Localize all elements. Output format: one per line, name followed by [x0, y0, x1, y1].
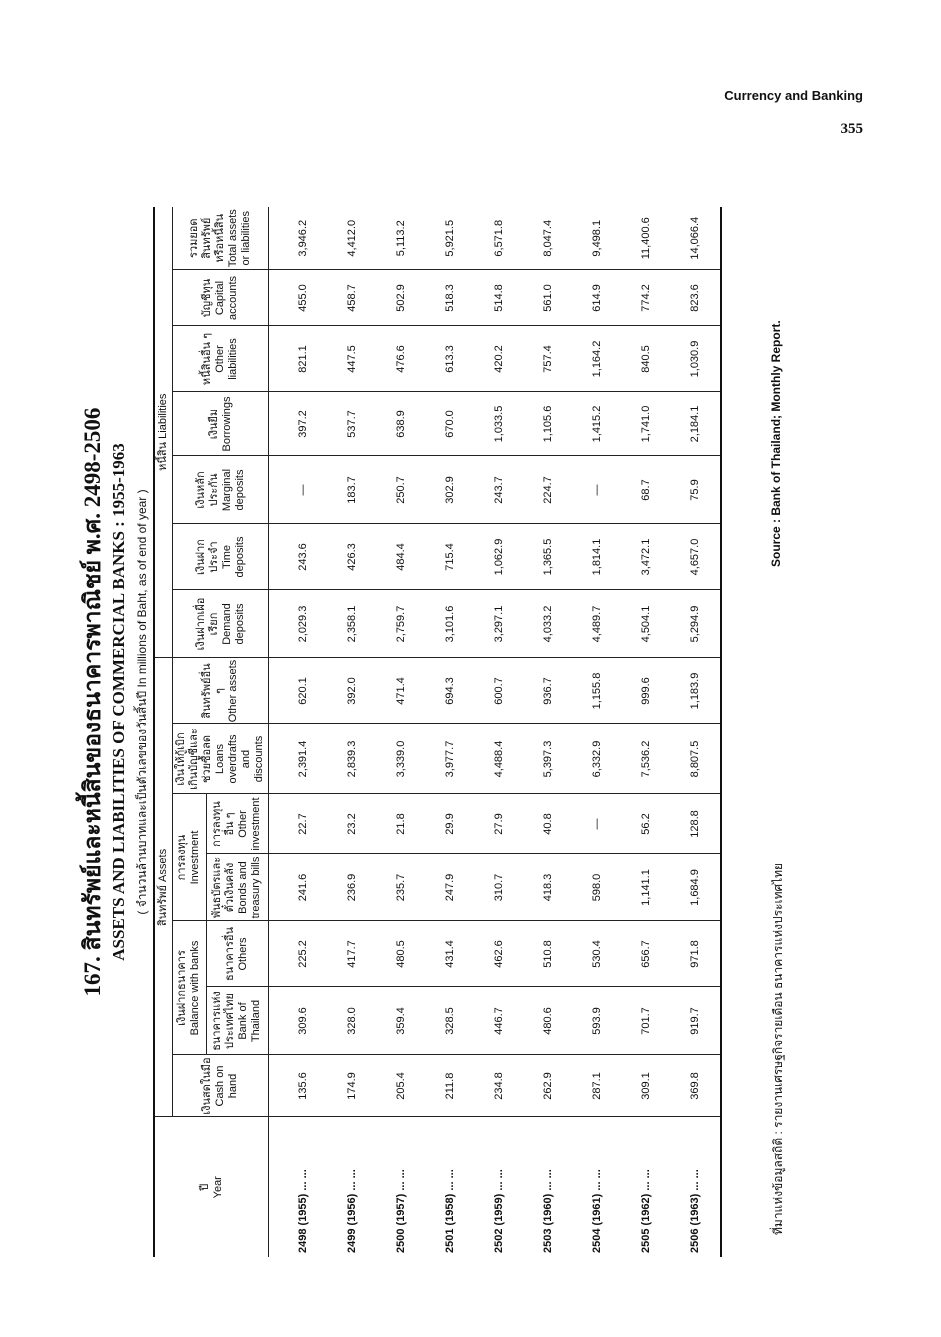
cell-other-inv: 56.2: [622, 794, 671, 854]
table-title-thai: 167. สินทรัพย์และหนี้สินของธนาคารพาณิชย์ พ.ศ. 2498-2506: [80, 407, 105, 997]
cell-bot: 359.4: [377, 987, 426, 1055]
cell-bonds: 241.6: [269, 854, 329, 921]
cell-others-banks: 225.2: [269, 921, 329, 987]
cell-bonds: 418.3: [524, 854, 573, 921]
cell-time: 715.4: [426, 524, 475, 590]
header-demand-deposits: เงินฝากเผื่อเรียก Demand deposits: [173, 590, 269, 658]
cell-bonds: 247.9: [426, 854, 475, 921]
cell-marginal: 224.7: [524, 456, 573, 524]
cell-bonds: 598.0: [573, 854, 622, 921]
cell-total: 5,921.5: [426, 207, 475, 270]
cell-bot: 593.9: [573, 987, 622, 1055]
table-row: [328, 207, 377, 1257]
cell-demand: 5,294.9: [671, 590, 721, 658]
cell-loans: 8,807.5: [671, 724, 721, 794]
cell-capital: 518.3: [426, 270, 475, 326]
header-other-assets: สินทรัพย์อื่น ๆ Other assets: [173, 658, 269, 724]
cell-cash: 262.9: [524, 1055, 573, 1117]
cell-year: 2501 (1958) ... ...: [444, 1169, 456, 1253]
cell-other-inv: —: [573, 794, 622, 854]
cell-other-inv: 21.8: [377, 794, 426, 854]
cell-other-inv: 27.9: [475, 794, 524, 854]
cell-borrowings: 1,033.5: [475, 392, 524, 456]
cell-loans: 6,332.9: [573, 724, 622, 794]
cell-year: 2506 (1963) ... ...: [671, 1117, 721, 1257]
header-time-deposits: เงินฝากประจำ Time deposits: [173, 524, 269, 590]
cell-loans: 2,391.4: [269, 724, 329, 794]
cell-demand: 2,759.7: [377, 590, 426, 658]
cell-loans: 3,339.0: [377, 724, 426, 794]
cell-year: 2499 (1956) ... ...: [346, 1169, 358, 1253]
cell-capital: 458.7: [328, 270, 377, 326]
cell-marginal: 243.7: [475, 456, 524, 524]
cell-year: 2505 (1962) ... ...: [640, 1169, 652, 1253]
cell-cash: 234.8: [475, 1055, 524, 1117]
cell-bonds: 236.9: [328, 854, 377, 921]
assets-liabilities-table: [153, 207, 722, 1257]
cell-total: 4,412.0: [328, 207, 377, 270]
cell-other-assets: 392.0: [328, 658, 377, 724]
cell-other-inv: 128.8: [671, 794, 721, 854]
table-row: [524, 207, 573, 1257]
cell-other-assets: 1,183.9: [671, 658, 721, 724]
header-investment-group: การลงทุน Investment: [173, 794, 207, 921]
table-row: [377, 207, 426, 1257]
table-row: [573, 207, 622, 1257]
cell-demand: 2,358.1: [328, 590, 377, 658]
cell-other-assets: 936.7: [524, 658, 573, 724]
header-total: รวมยอดสินทรัพย์หรือหนี้สิน Total assets or liabilities: [173, 207, 269, 270]
cell-marginal: —: [573, 456, 622, 524]
cell-other-liab: 447.5: [328, 326, 377, 392]
rotated-table-block: [75, 147, 865, 1257]
cell-bot: 919.7: [671, 987, 721, 1055]
cell-year: 2500 (1957) ... ...: [395, 1169, 407, 1253]
header-liabilities-group: หนี้สิน Liabilities: [154, 207, 173, 658]
cell-other-inv: 40.8: [524, 794, 573, 854]
table-body: [269, 207, 722, 1257]
table-title-english: ASSETS AND LIABILITIES OF COMMERCIAL BANKS : 1955-1963: [109, 443, 128, 961]
cell-bot: 328.0: [328, 987, 377, 1055]
cell-marginal: 183.7: [328, 456, 377, 524]
cell-marginal: 302.9: [426, 456, 475, 524]
cell-other-inv: 22.7: [269, 794, 329, 854]
header-other-liabilities: หนี้สินอื่น ๆ Other liabilities: [173, 326, 269, 392]
header-balance-group: เงินฝากธนาคาร Balance with banks: [173, 921, 207, 1055]
cell-time: 4,657.0: [671, 524, 721, 590]
cell-other-assets: 620.1: [269, 658, 329, 724]
cell-capital: 514.8: [475, 270, 524, 326]
cell-others-banks: 480.5: [377, 921, 426, 987]
cell-marginal: —: [269, 456, 329, 524]
cell-other-inv: 29.9: [426, 794, 475, 854]
cell-other-liab: 1,030.9: [671, 326, 721, 392]
source-note-thai: ที่มาแห่งข้อมูลสถิติ : รายงานเศรษฐกิจรายเดือน ธนาคารแห่งประเทศไทย: [771, 862, 785, 1235]
cell-capital: 823.6: [671, 270, 721, 326]
cell-borrowings: 397.2: [269, 392, 329, 456]
cell-other-assets: 1,155.8: [573, 658, 622, 724]
cell-marginal: 75.9: [671, 456, 721, 524]
cell-total: 6,571.8: [475, 207, 524, 270]
cell-total: 14,066.4: [671, 207, 721, 270]
cell-other-liab: 1,164.2: [573, 326, 622, 392]
table-row: [671, 207, 721, 1257]
table-units-note: ( จำนวนล้านบาทและเป็นตัวเลขของวันสิ้นปี In millions of Baht, as of end of year ): [135, 489, 149, 915]
cell-loans: 3,977.7: [426, 724, 475, 794]
cell-time: 1,062.9: [475, 524, 524, 590]
cell-demand: 4,504.1: [622, 590, 671, 658]
cell-others-banks: 510.8: [524, 921, 573, 987]
cell-bot: 309.6: [269, 987, 329, 1055]
cell-others-banks: 462.6: [475, 921, 524, 987]
cell-year: 2498 (1955) ... ...: [297, 1169, 309, 1253]
header-loans: เงินให้กู้เบิกเกินบัญชีและช่วยซื้อลด Loans overdrafts and discounts: [173, 724, 269, 794]
cell-borrowings: 638.9: [377, 392, 426, 456]
cell-borrowings: 1,415.2: [573, 392, 622, 456]
cell-others-banks: 971.8: [671, 921, 721, 987]
cell-capital: 614.9: [573, 270, 622, 326]
cell-year: 2502 (1959) ... ...: [493, 1169, 505, 1253]
cell-marginal: 68.7: [622, 456, 671, 524]
header-other-banks: ธนาคารอื่น Others: [206, 921, 268, 987]
cell-borrowings: 2,184.1: [671, 392, 721, 456]
cell-year: 2504 (1961) ... ...: [591, 1169, 603, 1253]
header-borrowings: เงินยืม Borrowings: [173, 392, 269, 456]
table-row: [622, 207, 671, 1257]
cell-time: 426.3: [328, 524, 377, 590]
cell-cash: 211.8: [426, 1055, 475, 1117]
cell-time: 243.6: [269, 524, 329, 590]
cell-total: 9,498.1: [573, 207, 622, 270]
cell-demand: 3,101.6: [426, 590, 475, 658]
cell-other-assets: 600.7: [475, 658, 524, 724]
cell-time: 1,365.5: [524, 524, 573, 590]
cell-other-liab: 840.5: [622, 326, 671, 392]
cell-other-inv: 23.2: [328, 794, 377, 854]
cell-bot: 446.7: [475, 987, 524, 1055]
cell-cash: 205.4: [377, 1055, 426, 1117]
cell-bonds: 1,141.1: [622, 854, 671, 921]
header-bank-of-thailand: ธนาคารแห่งประเทศไทย Bank of Thailand: [206, 987, 268, 1055]
cell-bonds: 310.7: [475, 854, 524, 921]
cell-demand: 3,297.1: [475, 590, 524, 658]
cell-capital: 455.0: [269, 270, 329, 326]
cell-others-banks: 417.7: [328, 921, 377, 987]
cell-demand: 4,033.2: [524, 590, 573, 658]
header-other-investment: การลงทุนอื่น ๆ Other investment: [206, 794, 268, 854]
cell-cash: 135.6: [269, 1055, 329, 1117]
cell-other-liab: 821.1: [269, 326, 329, 392]
page-number: 355: [840, 121, 863, 137]
cell-loans: 4,488.4: [475, 724, 524, 794]
cell-other-liab: 420.2: [475, 326, 524, 392]
cell-other-liab: 476.6: [377, 326, 426, 392]
header-cash: เงินสดในมือ Cash on hand: [173, 1055, 269, 1117]
cell-capital: 774.2: [622, 270, 671, 326]
cell-loans: 7,536.2: [622, 724, 671, 794]
cell-bot: 480.6: [524, 987, 573, 1055]
table-row: [475, 207, 524, 1257]
cell-marginal: 250.7: [377, 456, 426, 524]
cell-capital: 561.0: [524, 270, 573, 326]
cell-total: 3,946.2: [269, 207, 329, 270]
cell-time: 484.4: [377, 524, 426, 590]
cell-total: 11,400.6: [622, 207, 671, 270]
cell-loans: 5,397.3: [524, 724, 573, 794]
header-assets-group: สินทรัพย์ Assets: [154, 658, 173, 1117]
cell-other-assets: 999.6: [622, 658, 671, 724]
cell-cash: 369.8: [671, 1055, 721, 1117]
cell-time: 3,472.1: [622, 524, 671, 590]
cell-demand: 2,029.3: [269, 590, 329, 658]
cell-borrowings: 1,105.6: [524, 392, 573, 456]
cell-others-banks: 431.4: [426, 921, 475, 987]
cell-borrowings: 537.7: [328, 392, 377, 456]
cell-cash: 174.9: [328, 1055, 377, 1117]
cell-others-banks: 530.4: [573, 921, 622, 987]
cell-loans: 2,839.3: [328, 724, 377, 794]
cell-cash: 287.1: [573, 1055, 622, 1117]
cell-bot: 701.7: [622, 987, 671, 1055]
source-note-english: Source : Bank of Thailand; Monthly Report.: [769, 320, 783, 567]
cell-borrowings: 1,741.0: [622, 392, 671, 456]
cell-borrowings: 670.0: [426, 392, 475, 456]
cell-demand: 4,489.7: [573, 590, 622, 658]
cell-year: 2503 (1960) ... ...: [542, 1169, 554, 1253]
cell-bot: 328.5: [426, 987, 475, 1055]
cell-other-liab: 613.3: [426, 326, 475, 392]
cell-other-assets: 694.3: [426, 658, 475, 724]
cell-capital: 502.9: [377, 270, 426, 326]
cell-bonds: 1,684.9: [671, 854, 721, 921]
header-year: ปี Year: [154, 1117, 269, 1257]
header-marginal-deposits: เงินหลักประกัน Marginal deposits: [173, 456, 269, 524]
cell-time: 1,814.1: [573, 524, 622, 590]
header-capital-accounts: บัญชีทุน Capital accounts: [173, 270, 269, 326]
cell-cash: 309.1: [622, 1055, 671, 1117]
cell-other-liab: 757.4: [524, 326, 573, 392]
cell-total: 5,113.2: [377, 207, 426, 270]
cell-total: 8,047.4: [524, 207, 573, 270]
header-bonds: พันธบัตรและตั๋วเงินคลัง Bonds and treasury bills: [206, 854, 268, 921]
cell-others-banks: 656.7: [622, 921, 671, 987]
table-row: [269, 207, 329, 1257]
section-title: Currency and Banking: [724, 88, 863, 103]
cell-other-assets: 471.4: [377, 658, 426, 724]
table-row: [426, 207, 475, 1257]
cell-bonds: 235.7: [377, 854, 426, 921]
